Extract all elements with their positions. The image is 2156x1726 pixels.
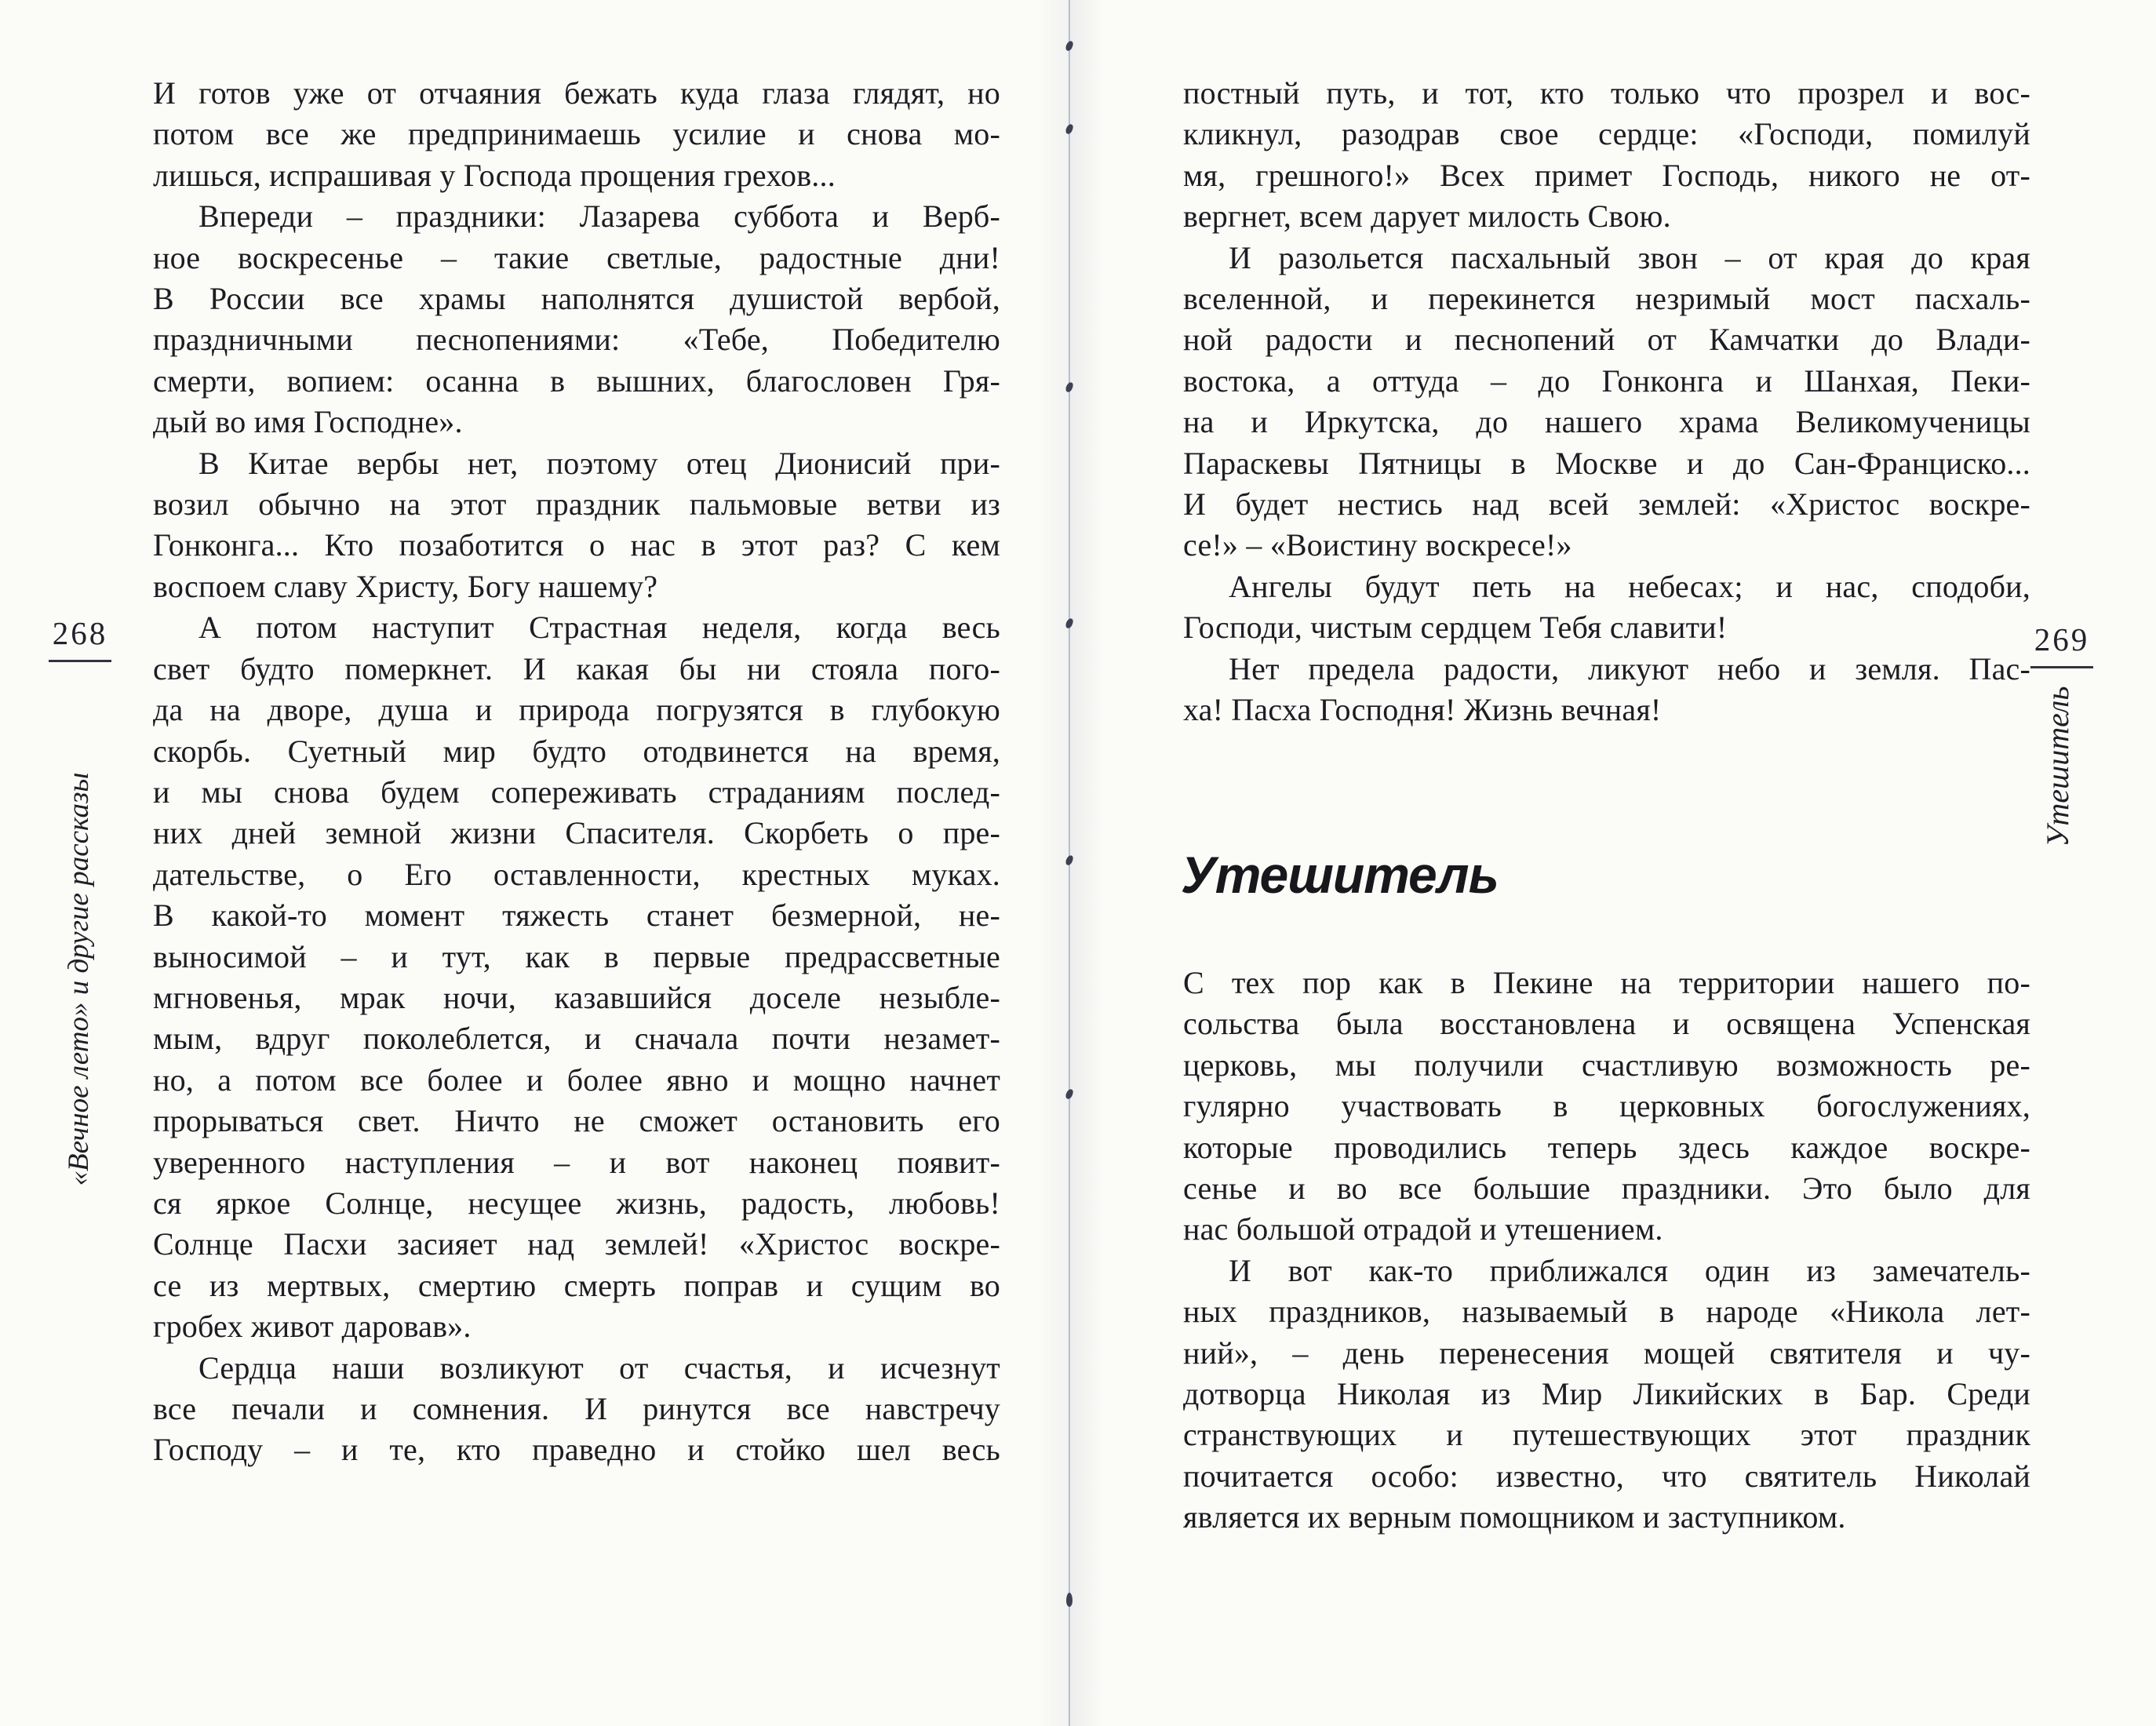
binding-stitch-mark xyxy=(1066,1593,1073,1607)
text-line: ное воскресенье – такие светлые, радостные дни! xyxy=(153,239,1000,275)
text-line: И будет нестись над всей землей: «Христос воскре- xyxy=(1183,486,2030,523)
text-line: кликнул, разодрав свое сердце: «Господи, помилуй xyxy=(1183,116,2030,152)
text-line: В России все храмы наполнятся душистой вербой, xyxy=(153,281,1000,317)
text-line: востока, а оттуда – до Гонконга и Шанхая, Пеки- xyxy=(1183,362,2030,399)
left-page-number: 268 xyxy=(52,615,108,651)
story-title-heading: Утешитель xyxy=(1181,846,1499,904)
text-line: мгновенья, мрак ночи, казавшийся доселе незыбле- xyxy=(153,979,1000,1015)
text-line: се из мертвых, смертию смерть поправ и сущим во xyxy=(153,1267,1000,1303)
text-line: да на дворе, душа и природа погрузятся в глубокую xyxy=(153,692,1000,728)
text-line: се!» – «Воистину воскресе!» xyxy=(1183,527,1572,563)
text-line: вергнет, всем дарует милость Свою. xyxy=(1183,198,1671,235)
text-line: В Китае вербы нет, поэтому отец Дионисий при- xyxy=(198,445,1000,481)
text-line: ся яркое Солнце, несущее жизнь, радость, любовь! xyxy=(153,1185,1000,1221)
text-line: ной радости и песнопений от Камчатки до Влади- xyxy=(1183,322,2030,358)
text-line: является их верным помощником и заступником. xyxy=(1183,1499,1846,1535)
text-line: Сердца наши возликуют от счастья, и исчезнут xyxy=(198,1349,1000,1386)
text-line: ха! Пасха Господня! Жизнь вечная! xyxy=(1183,692,1662,728)
text-line: на и Иркутска, до нашего храма Великомученицы xyxy=(1183,404,2030,440)
text-line: ных праздников, называемый в народе «Никола лет- xyxy=(1183,1294,2030,1330)
text-line: дый во имя Господне». xyxy=(153,404,463,440)
text-line: постный путь, и тот, кто только что прозрел и вос- xyxy=(1183,75,2030,111)
text-line: странствующих и путешествующих этот праздник xyxy=(1183,1417,2030,1453)
text-line: почитается особо: известно, что святитель Николай xyxy=(1183,1458,2030,1494)
text-line: гулярно участвовать в церковных богослужениях, xyxy=(1183,1088,2030,1124)
text-line: смерти, вопием: осанна в вышних, благословен Гря- xyxy=(153,362,1000,399)
left-margin-running-title: «Вечное лето» и другие рассказы xyxy=(63,772,95,1186)
left-page-text-column xyxy=(153,73,1000,1471)
text-line: гробех живот даровав». xyxy=(153,1309,472,1345)
text-line: церковь, мы получили счастливую возможность ре- xyxy=(1183,1047,2030,1083)
text-line: А потом наступит Страстная неделя, когда весь xyxy=(198,610,1000,646)
text-line: лишься, испрашивая у Господа прощения грехов... xyxy=(153,157,836,193)
text-line: Параскевы Пятницы в Москве и до Сан-Франциско... xyxy=(1183,445,2030,481)
text-line: Ангелы будут петь на небесах; и нас, сподоби, xyxy=(1229,568,2030,604)
text-line: скорбь. Суетный мир будто отодвинется на время, xyxy=(153,733,1000,769)
text-line: которые проводились теперь здесь каждое воскре- xyxy=(1183,1129,2030,1165)
right-margin-running-title: Утешитель xyxy=(2040,686,2075,847)
text-line: сенье и во все большие праздники. Это было для xyxy=(1183,1171,2030,1207)
text-line: И разольется пасхальный звон – от края до края xyxy=(1229,239,2030,275)
text-line: уверенного наступления – и вот наконец появит- xyxy=(153,1144,1000,1180)
text-line: мым, вдруг поколеблется, и сначала почти незамет- xyxy=(153,1021,1000,1057)
text-line: Нет предела радости, ликуют небо и земля. Пас- xyxy=(1229,650,2030,686)
left-page-number-rule xyxy=(49,660,111,662)
text-line: Господу – и те, кто праведно и стойко шел весь xyxy=(153,1432,1000,1468)
text-line: и мы снова будем сопереживать страданиям послед- xyxy=(153,774,1000,810)
text-line: дательстве, о Его оставленности, крестных муках. xyxy=(153,856,1000,892)
text-line: все печали и сомнения. И ринутся все навстречу xyxy=(153,1391,1000,1426)
text-line: них дней земной жизни Спасителя. Скорбеть о пре- xyxy=(153,815,1000,851)
text-line: возил обычно на этот праздник пальмовые ветви из xyxy=(153,486,1000,523)
text-line: И вот как-то приближался один из замечатель- xyxy=(1229,1252,2030,1288)
right-page-number: 269 xyxy=(2034,621,2090,657)
text-line: воспоем славу Христу, Богу нашему? xyxy=(153,568,658,604)
text-line: вселенной, и перекинется незримый мост пасхаль- xyxy=(1183,281,2030,317)
text-line: Господи, чистым сердцем Тебя славити! xyxy=(1183,610,1728,646)
right-page-text-column-bottom xyxy=(1183,963,2030,1538)
right-page-number-rule xyxy=(2030,666,2093,668)
text-line: мя, грешного!» Всех примет Господь, никого не от- xyxy=(1183,157,2030,193)
text-line: нас большой отрадой и утешением. xyxy=(1183,1211,1663,1247)
text-line: сольства была восстановлена и освящена Успенская xyxy=(1183,1006,2030,1042)
text-line: И готов уже от отчаяния бежать куда глаза глядят, но xyxy=(153,75,1000,111)
text-line: Гонконга... Кто позаботится о нас в этот раз? С кем xyxy=(153,527,1000,563)
text-line: потом все же предпринимаешь усилие и снова мо- xyxy=(153,116,1000,152)
gutter-binding-line xyxy=(1069,0,1070,1726)
text-line: Впереди – праздники: Лазарева суббота и Верб- xyxy=(198,198,1000,235)
text-line: свет будто померкнет. И какая бы ни стояла пого- xyxy=(153,650,1000,686)
text-line: С тех пор как в Пекине на территории нашего по- xyxy=(1183,965,2030,1000)
text-line: прорываться свет. Ничто не сможет остановить его xyxy=(153,1103,1000,1139)
text-line: праздничными песнопениями: «Тебе, Победителю xyxy=(153,322,1000,358)
text-line: ний», – день перенесения мощей святителя и чу- xyxy=(1183,1335,2030,1371)
text-line: дотворца Николая из Мир Ликийских в Бар. Среди xyxy=(1183,1376,2030,1412)
text-line: выносимой – и тут, как в первые предрассветные xyxy=(153,938,1000,974)
text-line: В какой-то момент тяжесть станет безмерной, не- xyxy=(153,898,1000,934)
text-line: но, а потом все более и более явно и мощно начнет xyxy=(153,1061,1000,1098)
text-line: Солнце Пасхи засияет над землей! «Христос воскре- xyxy=(153,1226,1000,1262)
right-page-text-column-top xyxy=(1183,73,2030,731)
